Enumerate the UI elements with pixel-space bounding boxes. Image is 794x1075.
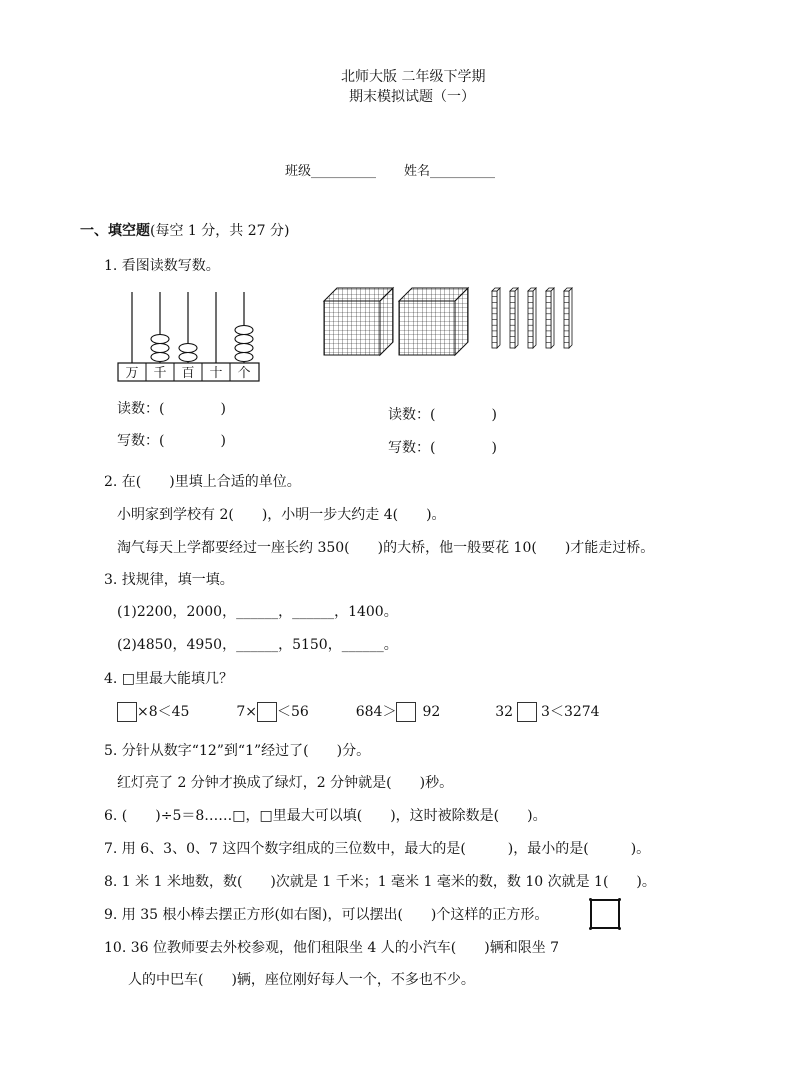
section-note: (每空 1 分，共 27 分) [150, 223, 290, 239]
doc-title-line1: 北师大版 二年级下学期 [341, 69, 486, 85]
square-figure [590, 899, 620, 929]
q4-e4a: 32 [495, 704, 514, 720]
place-value-blocks [320, 285, 580, 357]
q9-text: 9. 用 35 根小棒去摆正方形(如右图)，可以摆出( )个这样的正方形。 [104, 907, 549, 923]
abacus-label-ge: 个 [237, 366, 251, 381]
abacus-figure [117, 290, 262, 385]
section-title [80, 220, 289, 240]
abacus-label-bai: 百 [181, 366, 195, 381]
q4-expressions [117, 701, 600, 722]
q10-line2: 人的中巴车( )辆，座位刚好每人一个，不多也不少。 [128, 972, 475, 988]
section-title-text: 一、填空题 [80, 223, 150, 239]
answer-box[interactable] [517, 702, 537, 722]
ten-rod [564, 288, 572, 348]
q4-e4b: 3＜3274 [541, 704, 600, 720]
q1-text: 1. 看图读数写数。 [104, 258, 220, 274]
ten-rod [492, 288, 500, 348]
name-field: 姓名__________ [404, 164, 496, 179]
abacus-label-wan: 万 [125, 366, 139, 381]
abacus-bead [179, 344, 197, 353]
abacus-label-shi: 十 [209, 366, 223, 381]
q1-left-read: 读数：( ) [117, 401, 226, 417]
q4-e1: ×8＜45 [137, 704, 190, 720]
abacus-bead [235, 353, 253, 362]
q2-line2: 淘气每天上学都要经过一座长约 350( )的大桥，他一般要花 10( )才能走过桥。 [117, 540, 655, 556]
abacus-bead [235, 335, 253, 344]
q4-e3b: 92 [422, 704, 441, 720]
answer-box[interactable] [257, 702, 277, 722]
abacus-bead [151, 344, 169, 353]
q10-line1: 10. 36 位教师要去外校参观，他们租限坐 4 人的小汽车( )辆和限坐 7 [104, 940, 560, 956]
q5-line1: 5. 分针从数字“12”到“1”经过了( )分。 [104, 743, 371, 759]
doc-title-line2: 期末模拟试题（一） [349, 89, 475, 105]
hundred-block-2 [399, 288, 468, 355]
hundred-block-1 [324, 288, 393, 355]
abacus-bead [151, 353, 169, 362]
q3-line1: (1)2200，2000，______，______，1400。 [117, 604, 398, 620]
q8-text: 8. 1 米 1 米地数，数( )次就是 1 千米；1 毫米 1 毫米的数，数 10 次就是 1( )。 [104, 874, 656, 890]
q6-text: 6. ( )÷5＝8……□，□里最大可以填( )，这时被除数是( )。 [104, 808, 547, 824]
q4-text: 4. □里最大能填几？ [104, 671, 234, 687]
q1-right-write: 写数：( ) [388, 440, 497, 456]
abacus-bead [235, 344, 253, 353]
class-field: 班级__________ [285, 164, 377, 179]
q4-e3a: 684＞ [355, 704, 397, 720]
q5-line2: 红灯亮了 2 分钟才换成了绿灯，2 分钟就是( )秒。 [117, 775, 454, 791]
q7-text: 7. 用 6、3、0、7 这四个数字组成的三位数中，最大的是( )，最小的是( )。 [104, 841, 651, 857]
q3-line2: (2)4850，4950，______，5150，______。 [117, 637, 398, 653]
q4-e2b: ＜56 [277, 704, 309, 720]
abacus-bead [151, 335, 169, 344]
ten-rod [546, 288, 554, 348]
abacus-label-qian: 千 [153, 366, 167, 381]
answer-box[interactable] [117, 702, 137, 722]
answer-box[interactable] [396, 702, 416, 722]
ten-rod [528, 288, 536, 348]
q3-text: 3. 找规律，填一填。 [104, 572, 234, 588]
abacus-bead [235, 326, 253, 335]
q1-right-read: 读数：( ) [388, 407, 497, 423]
q1-left-write: 写数：( ) [117, 433, 226, 449]
q4-e2a: 7× [236, 704, 257, 720]
ten-rod [510, 288, 518, 348]
q2-text: 2. 在( )里填上合适的单位。 [104, 474, 301, 490]
abacus-bead [179, 353, 197, 362]
q2-line1: 小明家到学校有 2( )，小明一步大约走 4( )。 [117, 507, 446, 523]
